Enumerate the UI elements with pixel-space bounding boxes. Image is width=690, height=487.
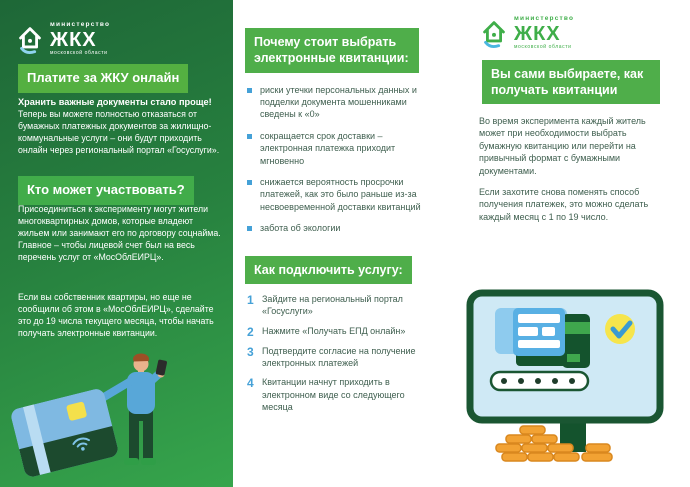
benefit-item: [247, 176, 427, 213]
who-paragraph-1: Присоединиться к эксперименту могут жители многоквартирных домов, которые владеют жильем или занимают его по договору соцнайма. Главное – чтобы лицевой счет был на весь перечень услуг от «МосОблЕИРЦ».: [18, 204, 221, 262]
step-text: Подтвердите согласие на получение электронных платежей: [262, 345, 416, 369]
step-text: Зайдите на региональный портал «Госуслуги»: [262, 293, 403, 317]
left-intro-text: Теперь вы можете полностью отказаться от бумажных платежных документов за жилищно-коммунальные услуги – они будут приходить онлайн через региональный портал «Госуслуги».: [18, 109, 220, 155]
choose-title: Вы сами выбираете, как получать квитанции: [482, 60, 660, 105]
house-logo-icon: [14, 22, 46, 54]
coins-icon: [496, 426, 612, 461]
benefit-text: сокращается срок доставки – электронная платежка приходит мгновенно: [260, 130, 396, 166]
why-title: Почему стоит выбрать электронные квитанции:: [245, 28, 419, 73]
how-title: Как подключить услугу:: [245, 256, 412, 284]
ministry-logo-left: [14, 22, 110, 56]
bullet-marker: [247, 226, 252, 231]
benefit-item: [247, 84, 427, 121]
middle-panel: [245, 28, 427, 421]
step-number: 2: [247, 324, 254, 339]
step-item: [247, 325, 427, 338]
bullet-marker: [247, 180, 252, 185]
step-item: [247, 376, 427, 413]
steps-list: [247, 293, 427, 414]
right-paragraph-2: Если захотите снова поменять способ получения платежек, это можно сделать каждый месяц с 1 по 19 число.: [479, 187, 649, 222]
logo-region-text: московской области: [514, 43, 572, 50]
bullet-marker: [247, 88, 252, 93]
benefit-item: [247, 130, 427, 167]
person-with-card-illustration: [0, 345, 233, 487]
bank-card-graphic: [9, 387, 119, 478]
step-item: [247, 345, 427, 370]
benefit-text: забота об экологии: [260, 223, 341, 234]
step-number: 3: [247, 344, 254, 359]
logo-region-text: московской области: [50, 49, 108, 56]
step-text: Квитанции начнут приходить в электронном виде со следующего месяца: [262, 377, 405, 413]
bullet-marker: [247, 134, 252, 139]
benefit-text: риски утечки персональных данных и подделки документа мошенниками сведены к «0»: [260, 84, 417, 120]
logo-org-text: ЖКХ: [50, 28, 97, 51]
benefit-text: снижается вероятность просрочки платежей, как это было раньше из-за несвоевременной доставки квитанций: [260, 176, 421, 212]
step-text: Нажмите «Получать ЕПД онлайн»: [262, 325, 406, 336]
ministry-logo-right: [478, 16, 668, 50]
logo-ministry-text: министерство: [50, 21, 111, 28]
phone-icon: [155, 359, 167, 376]
logo-ministry-text: министерство: [514, 15, 575, 22]
who-paragraph-2: Если вы собственник квартиры, но еще не сообщили об этом в «МосОблЕИРЦ», сделайте это до 19 числа текущего месяца, чтобы начать получать электронные квитанции.: [18, 292, 214, 338]
shoe: [124, 458, 139, 465]
benefit-item: [247, 222, 427, 234]
checkmark-icon: [605, 314, 635, 344]
house-logo-icon: [478, 16, 510, 48]
receipt-window-graphic: [513, 308, 565, 356]
monitor-payment-illustration: [466, 286, 666, 466]
right-paragraph-1: Во время эксперимента каждый житель может при необходимости выбрать бумажную квитанцию или перейти на привычный формат с бумажными документами.: [479, 116, 646, 176]
who-title: Кто может участвовать?: [18, 176, 194, 205]
shoe: [141, 458, 156, 465]
password-field-graphic: [491, 372, 588, 390]
benefits-list: [247, 84, 427, 235]
pay-online-title: Платите за ЖКУ онлайн: [18, 64, 188, 93]
left-panel: [0, 0, 233, 487]
step-number: 1: [247, 292, 254, 307]
step-item: [247, 293, 427, 318]
right-panel: [478, 16, 668, 223]
left-lead-text: Хранить важные документы стало проще!: [18, 97, 212, 107]
logo-org-text: ЖКХ: [514, 22, 561, 45]
step-number: 4: [247, 376, 254, 391]
